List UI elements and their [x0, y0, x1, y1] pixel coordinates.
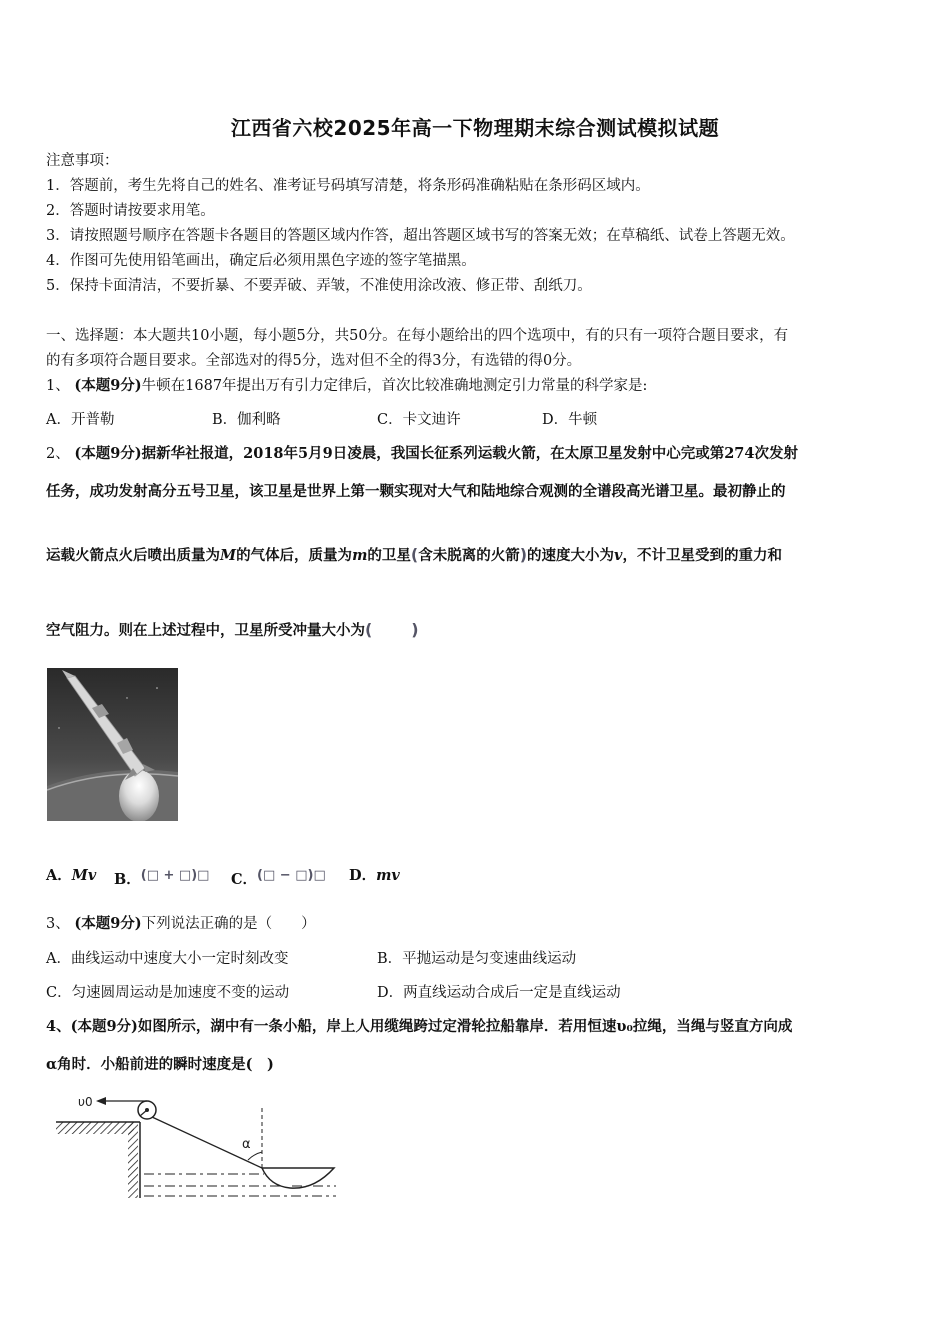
question-number: 2、	[46, 446, 70, 462]
text-fragment: ，不计卫星受到的重力和	[622, 547, 782, 564]
rocket-launch-image	[47, 668, 178, 821]
question-1-stem	[46, 377, 647, 395]
question-3-stem	[46, 915, 316, 933]
text-fragment: 空气阻力。则在上述过程中，卫星所受冲量大小为	[46, 622, 365, 639]
option-value: Mv	[71, 867, 97, 884]
q1-option-a: A．开普勒	[46, 412, 115, 428]
question-2-stem-line2: 任务，成功发射高分五号卫星，该卫星是世界上第一颗实现对大气和陆地综合观测的全谱段高光谱卫星。最初静止的	[46, 483, 786, 500]
q3-option-d: D．两直线运动合成后一定是直线运动	[377, 985, 621, 1001]
text-fragment: 含未脱离的火箭	[418, 547, 520, 564]
question-tag: (本题9分)	[74, 377, 142, 394]
q2-option-c	[231, 867, 326, 889]
variable-M: M	[220, 547, 237, 564]
variable-m: m	[352, 547, 368, 564]
question-tag: (本题9分)	[74, 445, 142, 462]
question-tag: (本题9分)	[74, 915, 142, 932]
section-instructions-line1: 一、选择题：本大题共10小题，每小题5分，共50分。在每小题给出的四个选项中，有的只有一项符合题目要求，有	[46, 328, 789, 344]
variable-v: v	[614, 547, 623, 564]
q1-option-d: D．牛顿	[542, 412, 598, 428]
question-4-stem-line2: α角时．小船前进的瞬时速度是( )	[46, 1056, 274, 1073]
question-number: 3、	[46, 916, 70, 932]
option-label: B．	[114, 871, 141, 888]
text-fragment: 的速度大小为	[527, 547, 615, 564]
q1-option-c: C．卡文迪许	[377, 412, 461, 428]
question-2-stem-line1	[46, 445, 798, 463]
q2-option-d	[349, 867, 400, 885]
option-label: C．	[231, 871, 258, 888]
label-alpha: α	[242, 1137, 251, 1152]
text-fragment: 的气体后，质量为	[236, 547, 353, 564]
option-formula: (□ − □)□	[257, 868, 326, 883]
section-instructions-line2: 的有多项符合题目要求。全部选对的得5分，选对但不全的得3分，有选错的得0分。	[46, 353, 582, 369]
question-text: 下列说法正确的是（ ）	[141, 916, 316, 932]
label-v0: υ0	[78, 1095, 93, 1109]
notice-item-1: 1．答题前，考生先将自己的姓名、准考证号码填写清楚，将条形码准确粘贴在条形码区域内。	[46, 178, 650, 194]
notice-heading: 注意事项：	[46, 153, 119, 169]
question-2-stem-line3	[46, 546, 782, 565]
question-number: 1、	[46, 378, 70, 394]
question-number: 4、	[46, 1018, 71, 1035]
question-text: 据新华社报道，2018年5月9日凌晨，我国长征系列运载火箭，在太原卫星发射中心完或第274次发射	[141, 445, 798, 462]
arrow-left-icon	[96, 1097, 106, 1105]
option-formula: (□ + □)□	[140, 868, 210, 883]
q3-option-c: C．匀速圆周运动是加速度不变的运动	[46, 985, 290, 1001]
q3-option-a: A．曲线运动中速度大小一定时刻改变	[46, 951, 289, 967]
right-paren: )	[519, 545, 528, 564]
text-fragment: 运载火箭点火后喷出质量为	[46, 547, 220, 564]
notice-item-5: 5．保持卡面清洁，不要折暴、不要弄破、弄皱，不准使用涂改液、修正带、刮纸刀。	[46, 278, 592, 294]
question-tag: (本题9分)	[70, 1018, 138, 1035]
option-value: mv	[376, 867, 400, 884]
q1-option-b: B．伽利略	[212, 412, 281, 428]
option-label: A．	[46, 867, 72, 884]
question-text: 如图所示，湖中有一条小船，岸上人用缆绳跨过定滑轮拉船靠岸．若用恒速υ₀拉绳，当绳与竖直方向成	[137, 1018, 793, 1035]
notice-item-4: 4．作图可先使用铅笔画出，确定后必须用黑色字迹的签字笔描黑。	[46, 253, 476, 269]
page-title: 江西省六校2025年高一下物理期末综合测试模拟试题	[230, 116, 720, 140]
notice-item-3: 3．请按照题号顺序在答题卡各题目的答题区域内作答，超出答题区域书写的答案无效；在草稿纸、试卷上答题无效。	[46, 228, 795, 244]
answer-paren: ( )	[365, 620, 419, 639]
left-paren: (	[410, 545, 419, 564]
pulley-boat-diagram	[52, 1090, 342, 1202]
q2-option-b	[114, 867, 209, 889]
q2-option-a	[46, 867, 96, 885]
q3-option-b: B．平抛运动是匀变速曲线运动	[377, 951, 577, 967]
notice-item-2: 2．答题时请按要求用笔。	[46, 203, 215, 219]
option-label: D．	[349, 867, 377, 884]
question-2-stem-line4	[46, 621, 419, 640]
text-fragment: 的卫星	[367, 547, 411, 564]
question-text: 牛顿在1687年提出万有引力定律后，首次比较准确地测定引力常量的科学家是:	[141, 378, 648, 394]
question-4-stem-line1	[46, 1018, 792, 1036]
